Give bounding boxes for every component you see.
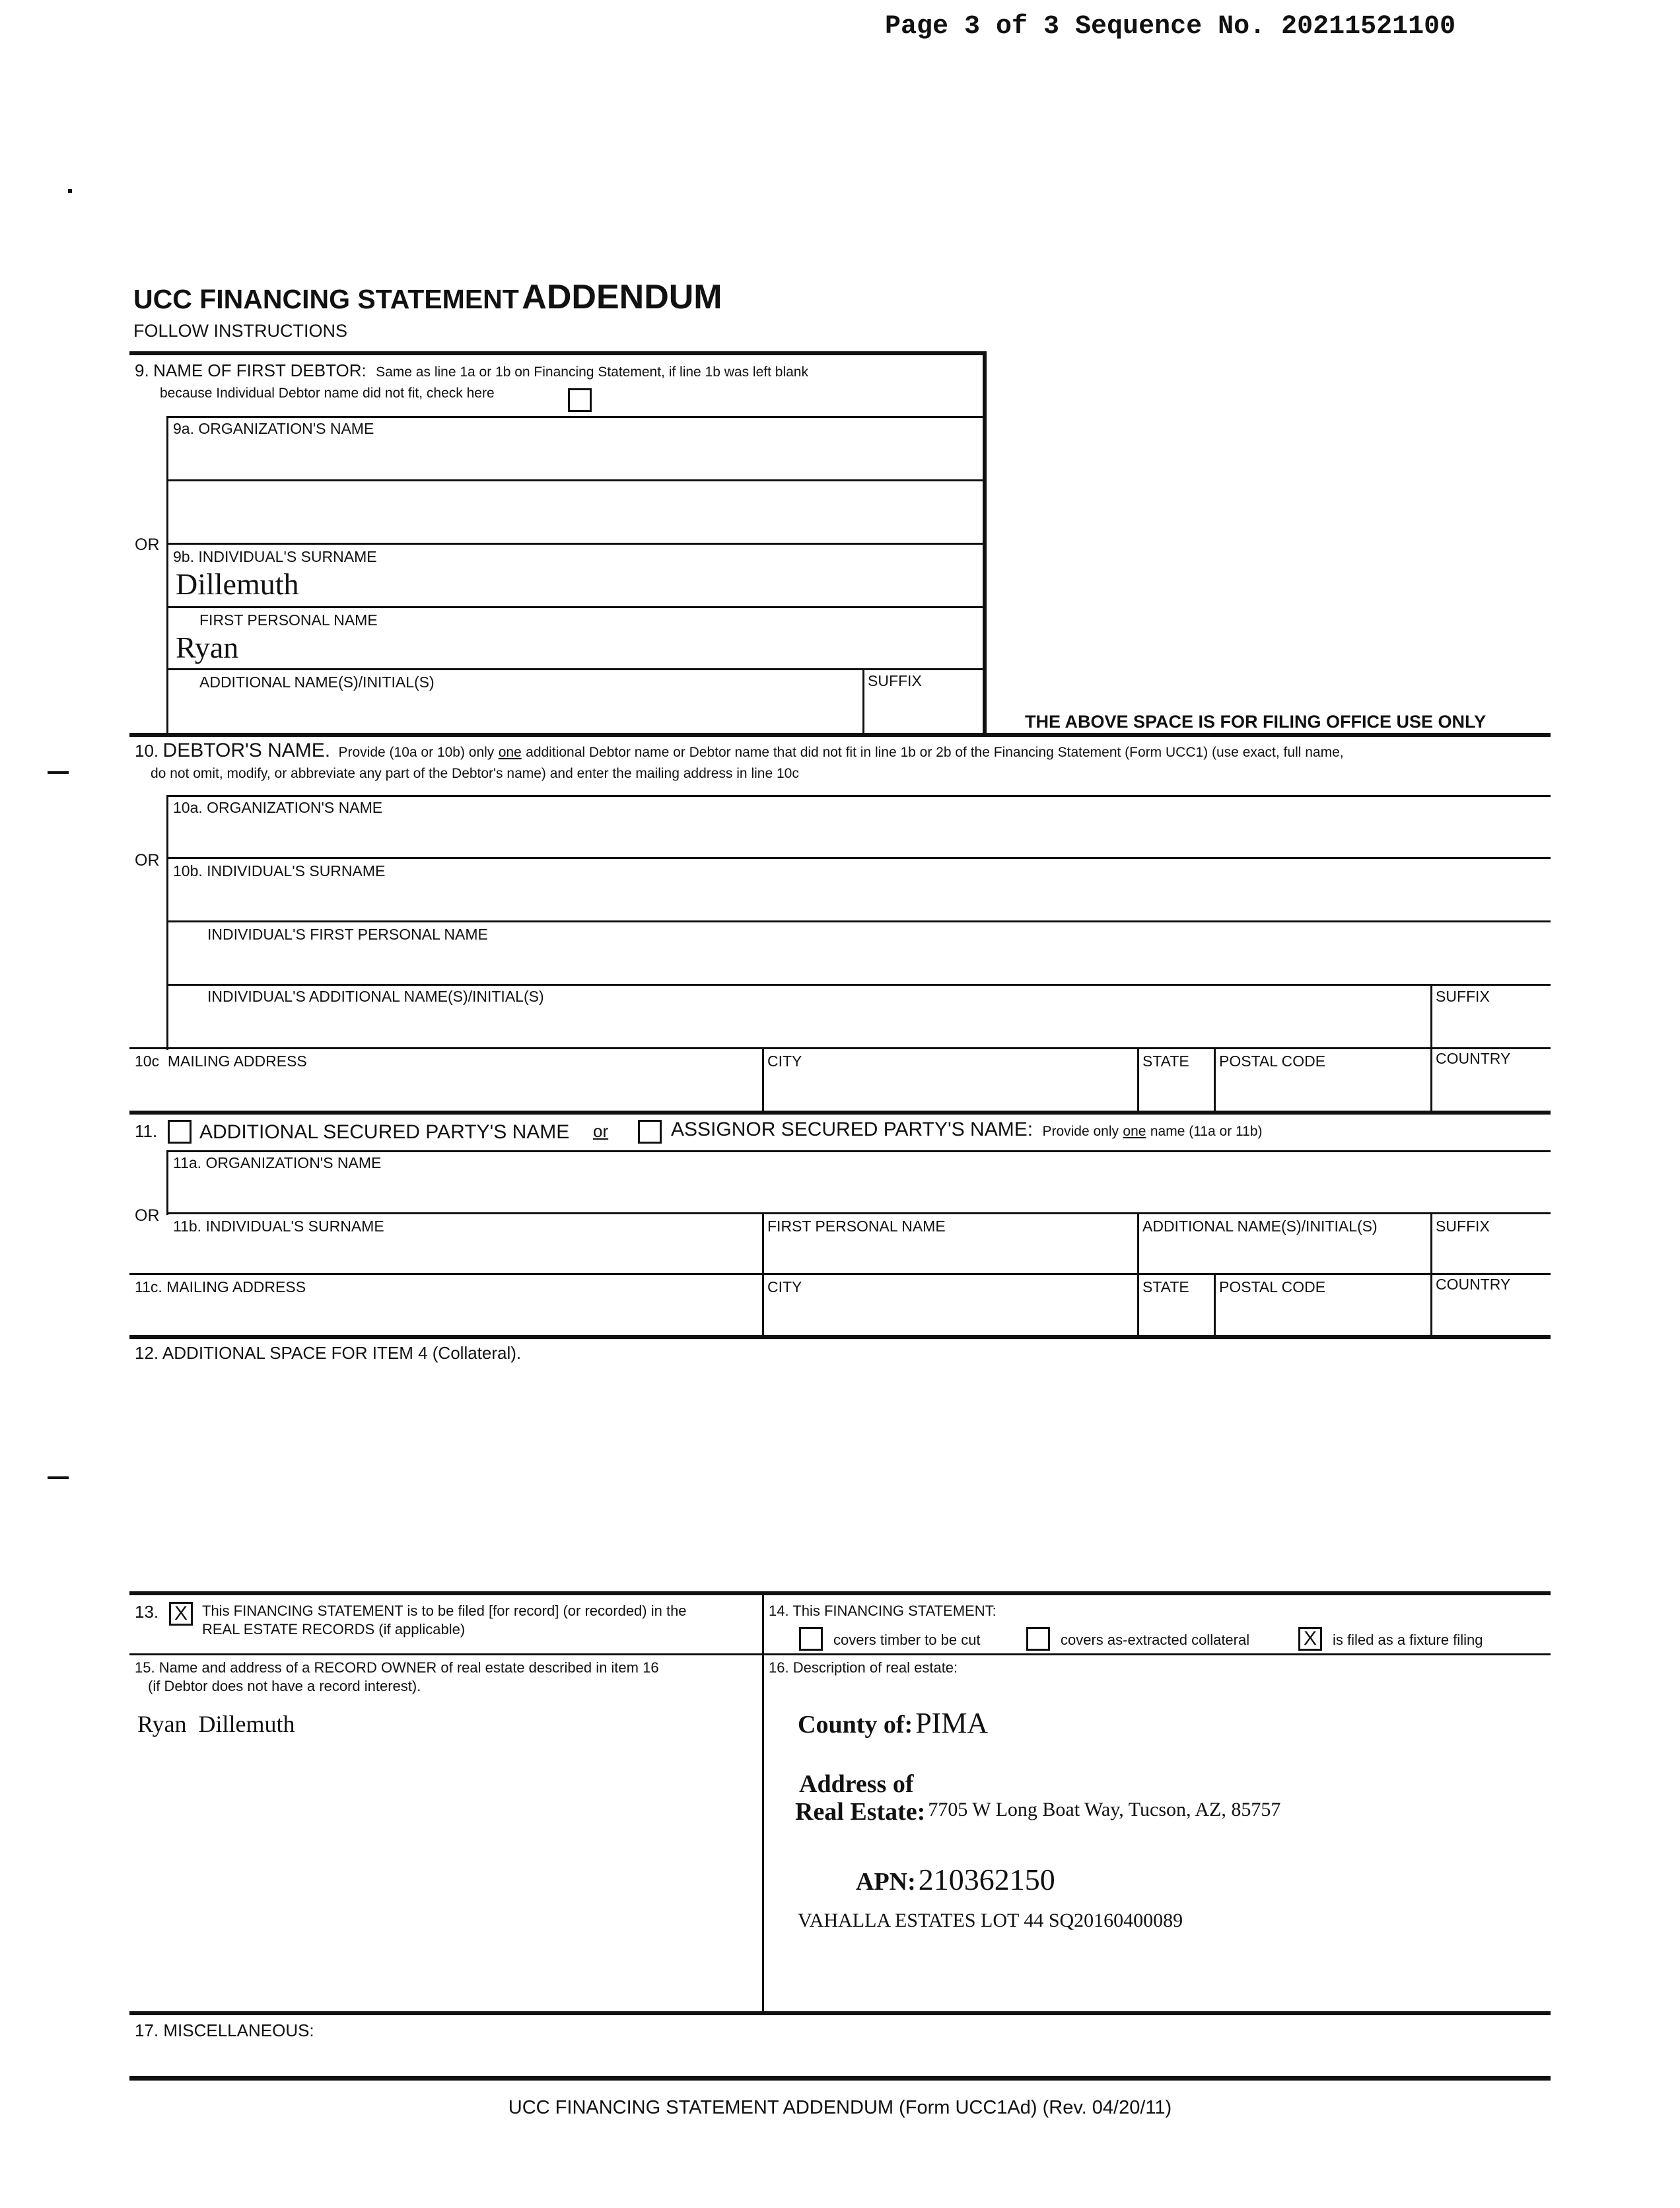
first-name-9-label: FIRST PERSONAL NAME [199,611,378,629]
rule [129,1653,1551,1655]
rule [762,1212,764,1338]
section11-num: 11. [135,1121,158,1141]
rule [168,857,1551,859]
surname-9b-label: 9b. INDIVIDUAL'S SURNAME [173,548,377,565]
timber-label: covers timber to be cut [833,1632,981,1648]
as-extracted-label: covers as-extracted collateral [1061,1632,1250,1648]
rule [168,543,984,545]
suffix-10-label: SUFFIX [1436,988,1490,1005]
follow-instructions: FOLLOW INSTRUCTIONS [133,321,348,341]
form-bottom-border [129,2076,1551,2081]
rule [1430,1212,1432,1338]
apn-line [856,1862,1055,1897]
rule [168,668,984,670]
org-name-11a-label: 11a. ORGANIZATION'S NAME [173,1154,382,1171]
section13-top-border [129,1591,1551,1595]
apn-value: 210362150 [918,1863,1055,1896]
postal-11-label: POSTAL CODE [1219,1278,1326,1295]
section10-instruction: do not omit, modify, or abbreviate any part of the Debtor's name) and enter the mailing address in line 10c [151,766,799,781]
rule [168,984,1551,986]
section9-instruction: because Individual Debtor name did not fit, check here [160,386,495,401]
address-line [795,1797,1280,1826]
rule [129,1273,1551,1275]
section10-top-border [129,733,1551,737]
surname-10b-label: 10b. INDIVIDUAL'S SURNAME [173,862,386,880]
rule [166,416,168,736]
additional-names-10-label: INDIVIDUAL'S ADDITIONAL NAME(S)/INITIAL(S) [207,988,544,1005]
form-title-main: UCC FINANCING STATEMENT [133,284,519,314]
section11-or: or [593,1121,609,1141]
state-11-label: STATE [1142,1278,1189,1295]
address-value: 7705 W Long Boat Way, Tucson, AZ, 85757 [928,1799,1281,1820]
first-name-9-value: Ryan [176,631,239,664]
real-estate-records-checkbox[interactable]: X [169,1602,193,1626]
rule [1214,1047,1216,1113]
first-debtor-same-checkbox[interactable] [568,388,592,412]
country-10-label: COUNTRY [1436,1050,1511,1067]
rule [1214,1273,1216,1338]
filing-office-use-notice: THE ABOVE SPACE IS FOR FILING OFFICE USE ONLY [1025,712,1487,732]
rule [1137,1047,1139,1113]
form-title [133,277,722,317]
margin-tick-mark [48,771,69,774]
section10-heading: 10. DEBTOR'S NAME. Provide (10a or 10b) only one additional Debtor name or Debtor name that did not fit in line 1b or 2b of the Financing Statement (Form UCC1) (use exact, full name, [135,740,1344,761]
mailing-10c-label: 10c MAILING ADDRESS [135,1052,307,1070]
or-label-10: OR [135,851,160,870]
address-label-1: Address of [799,1770,914,1798]
postal-10-label: POSTAL CODE [1219,1052,1326,1070]
additional-secured-party-label: ADDITIONAL SECURED PARTY'S NAME [199,1121,570,1143]
as-extracted-checkbox[interactable] [1026,1627,1050,1651]
additional-secured-party-checkbox[interactable] [168,1120,192,1144]
collateral-12-label: 12. ADDITIONAL SPACE FOR ITEM 4 (Collateral). [135,1343,522,1363]
rule [129,1047,1551,1049]
suffix-9-label: SUFFIX [868,672,922,689]
surname-9b-value: Dillemuth [176,567,299,601]
record-owner-15-text1: 15. Name and address of a RECORD OWNER of real estate described in item 16 [135,1659,659,1676]
legal-description: VAHALLA ESTATES LOT 44 SQ20160400089 [798,1910,1183,1931]
margin-tick-mark [48,1476,69,1479]
fixture-filing-checkbox[interactable]: X [1298,1627,1322,1651]
financing-statement-14-label: 14. This FINANCING STATEMENT: [769,1603,997,1619]
form-footer: UCC FINANCING STATEMENT ADDENDUM (Form UCC1Ad) (Rev. 04/20/11) [508,2097,1172,2118]
rule [168,920,1551,922]
section12-top-border [129,1335,1551,1339]
first-name-10-label: INDIVIDUAL'S FIRST PERSONAL NAME [207,926,488,943]
rule [168,795,1551,797]
or-label-9: OR [135,535,160,554]
additional-names-9-label: ADDITIONAL NAME(S)/INITIAL(S) [199,673,435,691]
rule [166,795,168,1050]
fixture-filing-label: is filed as a fixture filing [1333,1632,1483,1648]
rule [168,1212,1551,1214]
real-estate-records-text2: REAL ESTATE RECORDS (if applicable) [202,1621,466,1638]
org-name-9a-label: 9a. ORGANIZATION'S NAME [173,420,374,437]
record-owner-15-text2: (if Debtor does not have a record interest). [148,1678,421,1694]
miscellaneous-17-label: 17. MISCELLANEOUS: [135,2020,314,2040]
country-11-label: COUNTRY [1436,1276,1511,1293]
rule [1137,1212,1139,1338]
city-11-label: CITY [767,1278,802,1295]
timber-checkbox[interactable] [799,1627,823,1651]
rule [168,479,984,481]
rule [762,1047,764,1113]
form-title-addendum: ADDENDUM [522,278,722,316]
section9-top-border [129,351,987,355]
county-label: County of: [798,1711,913,1739]
surname-11b-label: 11b. INDIVIDUAL'S SURNAME [173,1218,384,1235]
rule [168,1150,1551,1152]
address-label-2: Real Estate: [795,1798,926,1826]
rule [1430,984,1432,1050]
assignor-secured-party-label: ASSIGNOR SECURED PARTY'S NAME: Provide only one name (11a or 11b) [671,1119,1263,1140]
rule [166,1150,168,1215]
section13-num: 13. [135,1602,159,1622]
page-sequence-header: Page 3 of 3 Sequence No. 20211521100 [885,12,1456,42]
real-estate-records-text1: This FINANCING STATEMENT is to be filed [for record] (or recorded) in the [202,1603,687,1619]
first-name-11-label: FIRST PERSONAL NAME [767,1218,946,1235]
rule [168,416,984,418]
or-label-11: OR [135,1206,160,1225]
mailing-11c-label: 11c. MAILING ADDRESS [135,1278,306,1295]
section11-top-border [129,1111,1551,1115]
county-value: PIMA [915,1707,989,1739]
suffix-11-label: SUFFIX [1436,1218,1490,1235]
additional-names-11-label: ADDITIONAL NAME(S)/INITIAL(S) [1142,1218,1378,1235]
rule [168,606,984,608]
county-line [798,1706,988,1740]
record-owner-value: Ryan Dillemuth [137,1711,295,1737]
scan-speck [68,189,72,193]
apn-label: APN: [856,1868,916,1896]
rule [762,1595,764,2011]
org-name-10a-label: 10a. ORGANIZATION'S NAME [173,799,383,816]
state-10-label: STATE [1142,1052,1189,1070]
real-estate-16-label: 16. Description of real estate: [769,1659,958,1676]
assignor-secured-party-checkbox[interactable] [638,1120,662,1144]
section17-top-border [129,2011,1551,2015]
rule [862,668,864,734]
rule [1430,1047,1432,1113]
city-10-label: CITY [767,1052,802,1070]
section9-heading: 9. NAME OF FIRST DEBTOR: Same as line 1a or 1b on Financing Statement, if line 1b was left blank [135,361,808,380]
